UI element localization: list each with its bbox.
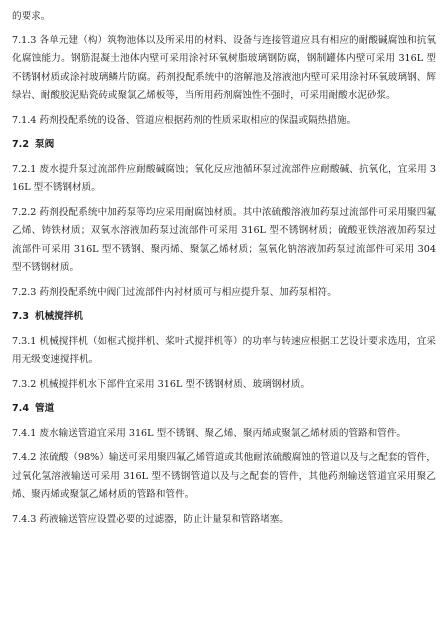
paragraph-7-1-3: 7.1.3 各单元建（构）筑物池体以及所采用的材料、设备与连接管道应具有相应的耐酸碱腐蚀和抗氧化腐蚀能力。钢筋混凝土池体内壁可采用涂衬环氧树脂玻璃钢防腐，钢制罐体内壁可采用 316L 型不锈钢材质或涂衬玻璃鳞片防腐。药剂投配系统中的溶解池及溶液池内壁可采用涂衬环氧玻璃钢、辉绿岩、耐酸胶泥贴瓷砖或聚氯乙烯板等，当所用药剂腐蚀性不强时，可采用耐酸水泥砂浆。 <box>12 34 436 101</box>
paragraph-7-4-1: 7.4.1 废水输送管道宜采用 316L 型不锈钢、聚乙烯、聚丙烯或聚氯乙烯材质的管路和管件。 <box>12 427 407 439</box>
section-title: 机械搅拌机 <box>35 311 83 322</box>
paragraph-7-4-2: 7.4.2 浓硫酸（98%）输送可采用聚四氟乙烯管道或其他耐浓硫酸腐蚀的管道以及与之配套的管件，过氧化氢溶液输送可采用 316L 型不锈钢管道以及与之配套的管件，其他药剂输送管道宜采用聚乙烯、聚丙烯或聚氯乙烯材质的管路和管件。 <box>12 452 436 500</box>
section-title: 管道 <box>35 403 55 414</box>
paragraph-7-1-4: 7.1.4 药剂投配系统的设备、管道应根据药剂的性质采取相应的保温或隔热措施。 <box>12 114 357 126</box>
section-title: 泵阀 <box>35 139 55 150</box>
paragraph-7-2-2: 7.2.2 药剂投配系统中加药泵等均应采用耐腐蚀材质。其中浓硫酸溶液加药泵过流部件可采用聚四氟乙烯、铸铁材质；双氧水溶液加药泵过流部件可采用 316L 型不锈钢材质；硫酸亚铁溶液加药泵过流部件可采用 316L 型不锈钢、聚丙烯、聚氯乙烯材质；氢氧化钠溶液加药泵过流部件可采用 304 型不锈钢材质。 <box>12 206 436 273</box>
section-heading-7-2 <box>12 136 436 155</box>
paragraph-intro: 的要求。 <box>12 11 51 22</box>
paragraph-7-2-3: 7.2.3 药剂投配系统中阀门过流部件内衬材质可与相应提升泵、加药泵相符。 <box>12 286 337 298</box>
paragraph-7-2-1: 7.2.1 废水提升泵过流部件应耐酸碱腐蚀；氧化反应池循环泵过流部件应耐酸碱、抗氧化，宜采用 316L 型不锈钢材质。 <box>12 163 436 193</box>
section-heading-7-4 <box>12 400 436 419</box>
section-heading-7-3 <box>12 308 436 327</box>
paragraph-7-3-2: 7.3.2 机械搅拌机水下部件宜采用 316L 型不锈钢材质、玻璃钢材质。 <box>12 378 311 390</box>
paragraph-7-3-1: 7.3.1 机械搅拌机（如框式搅拌机、桨叶式搅拌机等）的功率与转速应根据工艺设计要求选用，宜采用无级变速搅拌机。 <box>12 335 436 365</box>
section-number: 7.4 <box>12 403 29 414</box>
section-number: 7.2 <box>12 139 29 150</box>
paragraph-7-4-3: 7.4.3 药液输送管应设置必要的过滤器，防止计量泵和管路堵塞。 <box>12 513 289 525</box>
section-number: 7.3 <box>12 311 29 322</box>
